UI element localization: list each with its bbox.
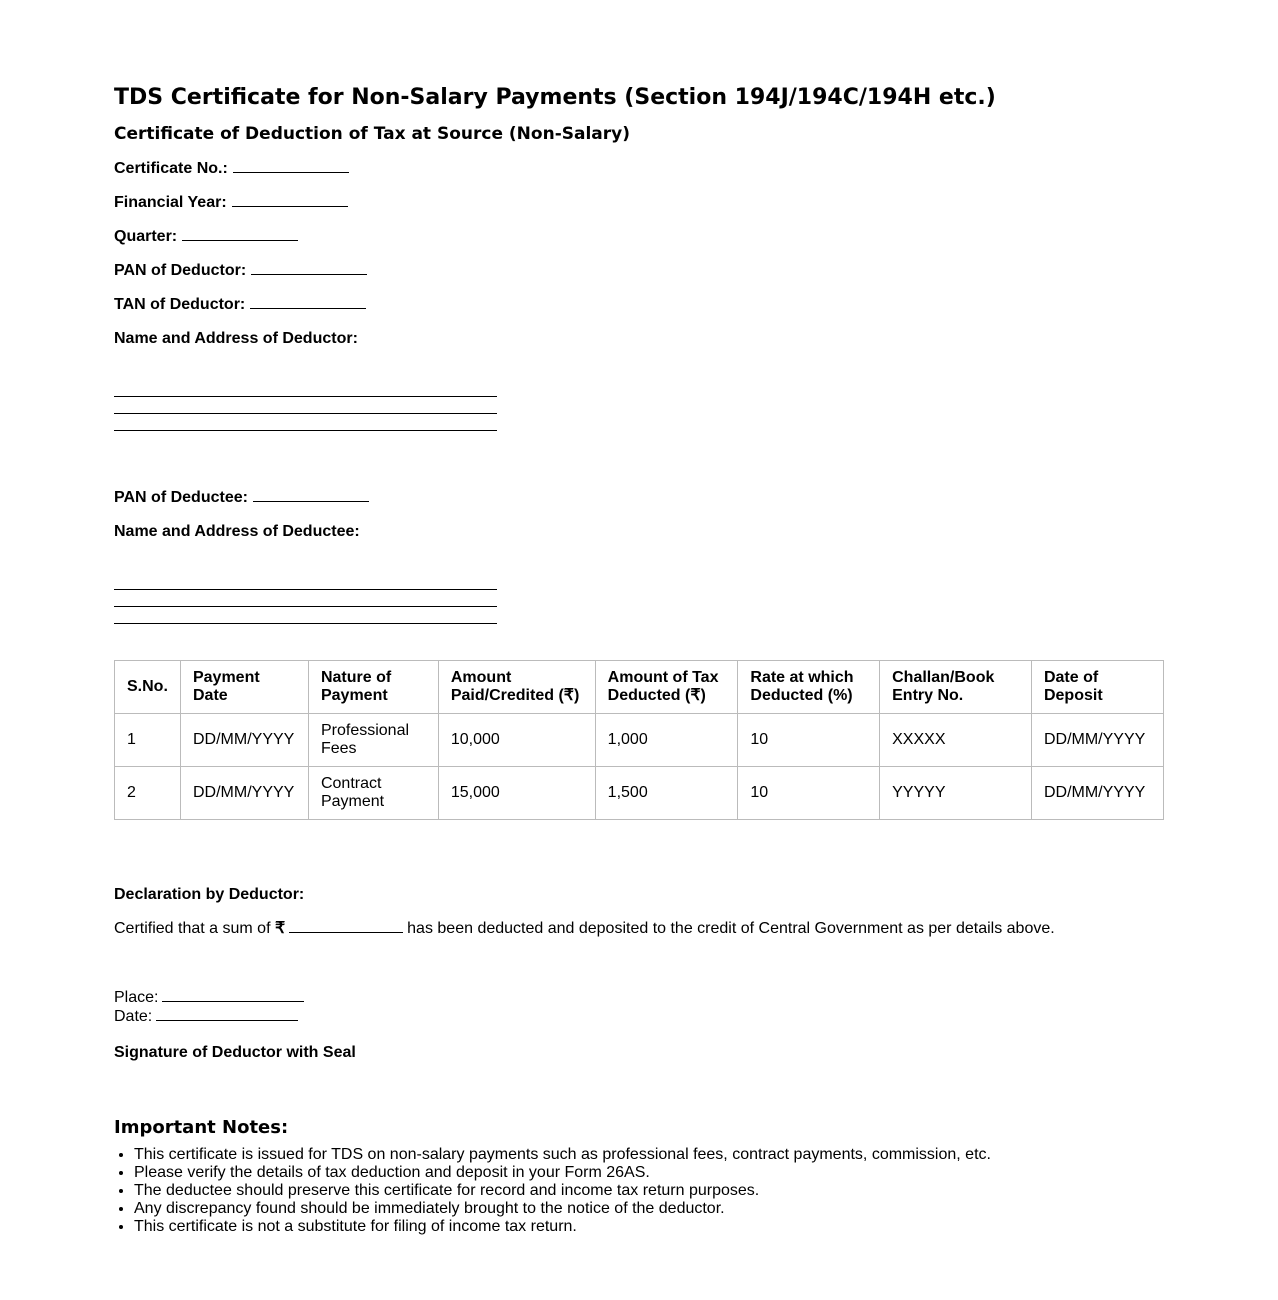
- table-cell: 1: [115, 714, 181, 767]
- signature-label: Signature of Deductor with Seal: [114, 1044, 356, 1061]
- pan-deductor-field: [114, 254, 1164, 288]
- list-item: • This certificate is issued for TDS on non-salary payments such as professional fees, contract payments, commission, etc.: [134, 1146, 1164, 1164]
- declaration-text-after: has been deducted and deposited to the credit of Central Government as per details above.: [407, 920, 1055, 937]
- address-line: [114, 590, 497, 607]
- table-header-row: [115, 661, 1164, 714]
- deductee-address-lines: [114, 573, 497, 624]
- rupee-symbol: ₹: [274, 920, 286, 937]
- address-line: [114, 380, 497, 397]
- table-cell: 2: [115, 767, 181, 820]
- table-cell: 15,000: [438, 767, 595, 820]
- quarter-blank: [182, 226, 298, 241]
- table-cell: YYYYY: [880, 767, 1032, 820]
- table-cell: 10: [738, 767, 880, 820]
- certificate-page: [114, 80, 1164, 1236]
- financial-year-field: [114, 186, 1164, 220]
- quarter-field: [114, 220, 1164, 254]
- column-header: Challan/Book Entry No.: [880, 661, 1032, 714]
- list-item: • Any discrepancy found should be immediately brought to the notice of the deductor.: [134, 1200, 1164, 1218]
- place-date-block: [114, 988, 1164, 1026]
- quarter-label: Quarter:: [114, 228, 178, 245]
- column-header: Date of Deposit: [1031, 661, 1163, 714]
- tan-deductor-blank: [250, 294, 366, 309]
- address-line: [114, 573, 497, 590]
- pan-deductor-label: PAN of Deductor:: [114, 262, 247, 279]
- column-header: Nature of Payment: [308, 661, 438, 714]
- list-item: • The deductee should preserve this certificate for record and income tax return purposes.: [134, 1182, 1164, 1200]
- place-blank: [162, 988, 304, 1002]
- table-cell: DD/MM/YYYY: [180, 767, 308, 820]
- declaration-text-before: Certified that a sum of: [114, 920, 271, 937]
- address-line: [114, 607, 497, 624]
- name-address-deductor-label: Name and Address of Deductor:: [114, 330, 358, 347]
- column-header: Rate at which Deducted (%): [738, 661, 880, 714]
- deductor-address-lines: [114, 380, 497, 431]
- column-header: S.No.: [115, 661, 181, 714]
- address-line: [114, 397, 497, 414]
- table-row: [115, 714, 1164, 767]
- tds-details-table: [114, 660, 1164, 820]
- tan-deductor-field: [114, 288, 1164, 322]
- table-cell: DD/MM/YYYY: [1031, 767, 1163, 820]
- page-title: TDS Certificate for Non-Salary Payments (Section 194J/194C/194H etc.): [114, 85, 996, 110]
- pan-deductee-label: PAN of Deductee:: [114, 489, 248, 506]
- declaration-amount-blank: [289, 919, 403, 933]
- page-subtitle: Certificate of Deduction of Tax at Source (Non-Salary): [114, 124, 630, 144]
- table-cell: Contract Payment: [308, 767, 438, 820]
- address-line: [114, 414, 497, 431]
- table-cell: 10: [738, 714, 880, 767]
- column-header: Amount of Tax Deducted (₹): [595, 661, 738, 714]
- column-header: Amount Paid/Credited (₹): [438, 661, 595, 714]
- date-field: [114, 1007, 1164, 1026]
- table-row: [115, 767, 1164, 820]
- certificate-no-label: Certificate No.:: [114, 160, 228, 177]
- pan-deductor-blank: [251, 260, 367, 275]
- place-field: [114, 988, 1164, 1007]
- table-cell: 1,000: [595, 714, 738, 767]
- column-header: Payment Date: [180, 661, 308, 714]
- declaration-text: [114, 912, 1164, 946]
- tan-deductor-label: TAN of Deductor:: [114, 296, 246, 313]
- pan-deductee-field: [114, 481, 1164, 515]
- list-item: • Please verify the details of tax deduction and deposit in your Form 26AS.: [134, 1164, 1164, 1182]
- certificate-no-blank: [233, 158, 349, 173]
- list-item: • This certificate is not a substitute for filing of income tax return.: [134, 1218, 1164, 1236]
- pan-deductee-blank: [253, 487, 369, 502]
- date-blank: [156, 1007, 298, 1021]
- notes-list: [114, 1146, 1164, 1236]
- table-cell: 1,500: [595, 767, 738, 820]
- name-address-deductee-label: Name and Address of Deductee:: [114, 523, 360, 540]
- notes-title: Important Notes:: [114, 1117, 289, 1138]
- declaration-title: Declaration by Deductor:: [114, 886, 305, 903]
- table-cell: DD/MM/YYYY: [180, 714, 308, 767]
- table-cell: Professional Fees: [308, 714, 438, 767]
- financial-year-label: Financial Year:: [114, 194, 227, 211]
- place-label: Place:: [114, 989, 159, 1006]
- table-cell: XXXXX: [880, 714, 1032, 767]
- table-cell: 10,000: [438, 714, 595, 767]
- certificate-no-field: [114, 152, 1164, 186]
- financial-year-blank: [232, 192, 348, 207]
- table-cell: DD/MM/YYYY: [1031, 714, 1163, 767]
- date-label: Date:: [114, 1008, 153, 1025]
